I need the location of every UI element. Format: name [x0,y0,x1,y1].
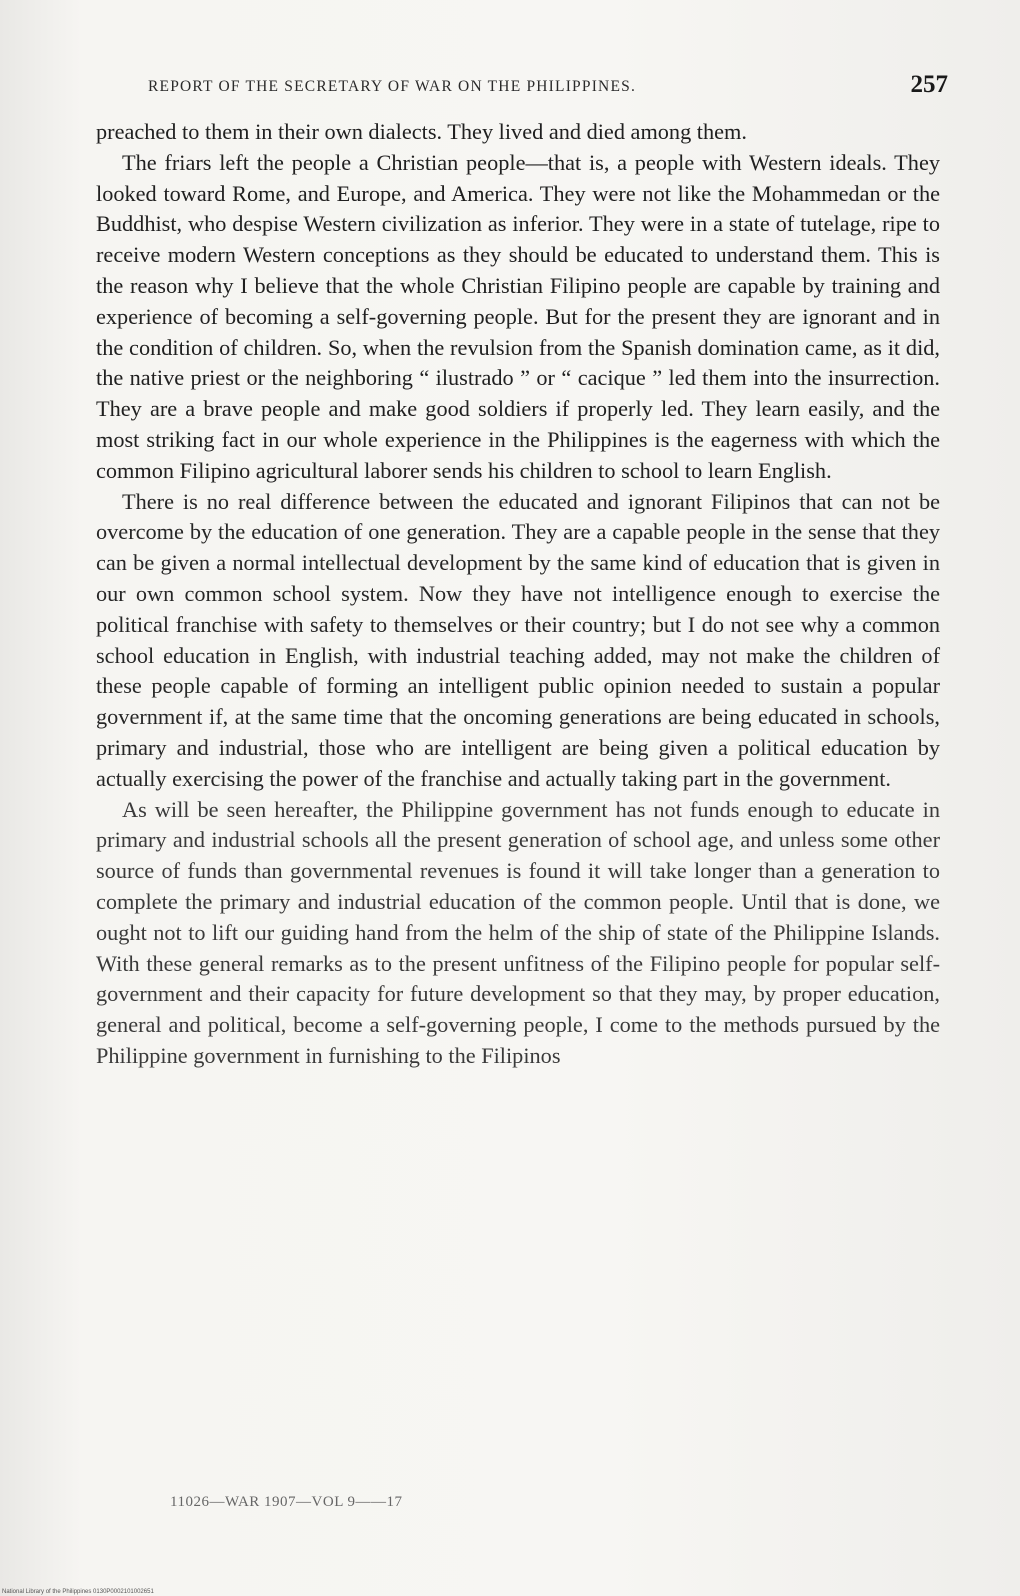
paragraph-continued: preached to them in their own dialects. They lived and died among them. [96,119,747,144]
page-number: 257 [910,71,948,98]
body-text [96,117,940,1072]
paragraph-funds: As will be seen hereafter, the Philippine government has not funds enough to educate in primary and industrial schools all the present generation of school age, and unless some other source of funds than governmental revenues is found it will take longer than a generation to complete the primary and industrial education of the common people. Until that is done, we ought not to lift our guiding hand from the helm of the ship of state of the Philippine Islands. With these general remarks as to the present unfitness of the Filipino people for popular self-government and their capacity for future development so that they may, by proper education, general and political, become a self-governing people, I come to the methods pursued by the Philippine government in furnishing to the Filipinos [96,796,940,1068]
archive-label: National Library of the Philippines 0130P0002101002651 [2,1589,154,1595]
signature-line: 11026—WAR 1907—VOL 9——17 [170,1494,403,1510]
page-header [148,71,948,104]
paragraph-education: There is no real difference between the educated and ignorant Filipinos that can not be overcome by the education of one generation. They are a capable people in the sense that they can be given a normal intellectual development by the same kind of education that is given in our own common school system. Now they have not intelligence enough to exercise the political franchise with safety to themselves or their country; but I do not see why a common school education in English, with industrial teaching added, may not make the children of these people capable of forming an intelligent public opinion needed to sustain a popular government if, at the same time that the oncoming generations are being educated in schools, primary and industrial, those who are intelligent are being given a political education by actually exercising the power of the franchise and actually taking part in the government. [96,488,940,791]
paragraph-friars: The friars left the people a Christian people—that is, a people with Western ideals. They looked toward Rome, and Europe, and America. They were not like the Mohammedan or the Buddhist, who despise Western civilization as inferior. They were in a state of tutelage, ripe to receive modern Western conceptions as they should be educated to understand them. This is the reason why I believe that the whole Christian Filipino people are capable by training and experience of becoming a self-governing people. But for the present they are ignorant and in the condition of children. So, when the revulsion from the Spanish domination came, as it did, the native priest or the neighboring “ ilustrado ” or “ cacique ” led them into the insurrection. They are a brave people and make good soldiers if properly led. They learn easily, and the most striking fact in our whole experience in the Philippines is the eagerness with which the common Filipino agricultural laborer sends his children to school to learn English. [96,149,940,483]
running-head: REPORT OF THE SECRETARY OF WAR ON THE PHILIPPINES. [148,78,637,95]
